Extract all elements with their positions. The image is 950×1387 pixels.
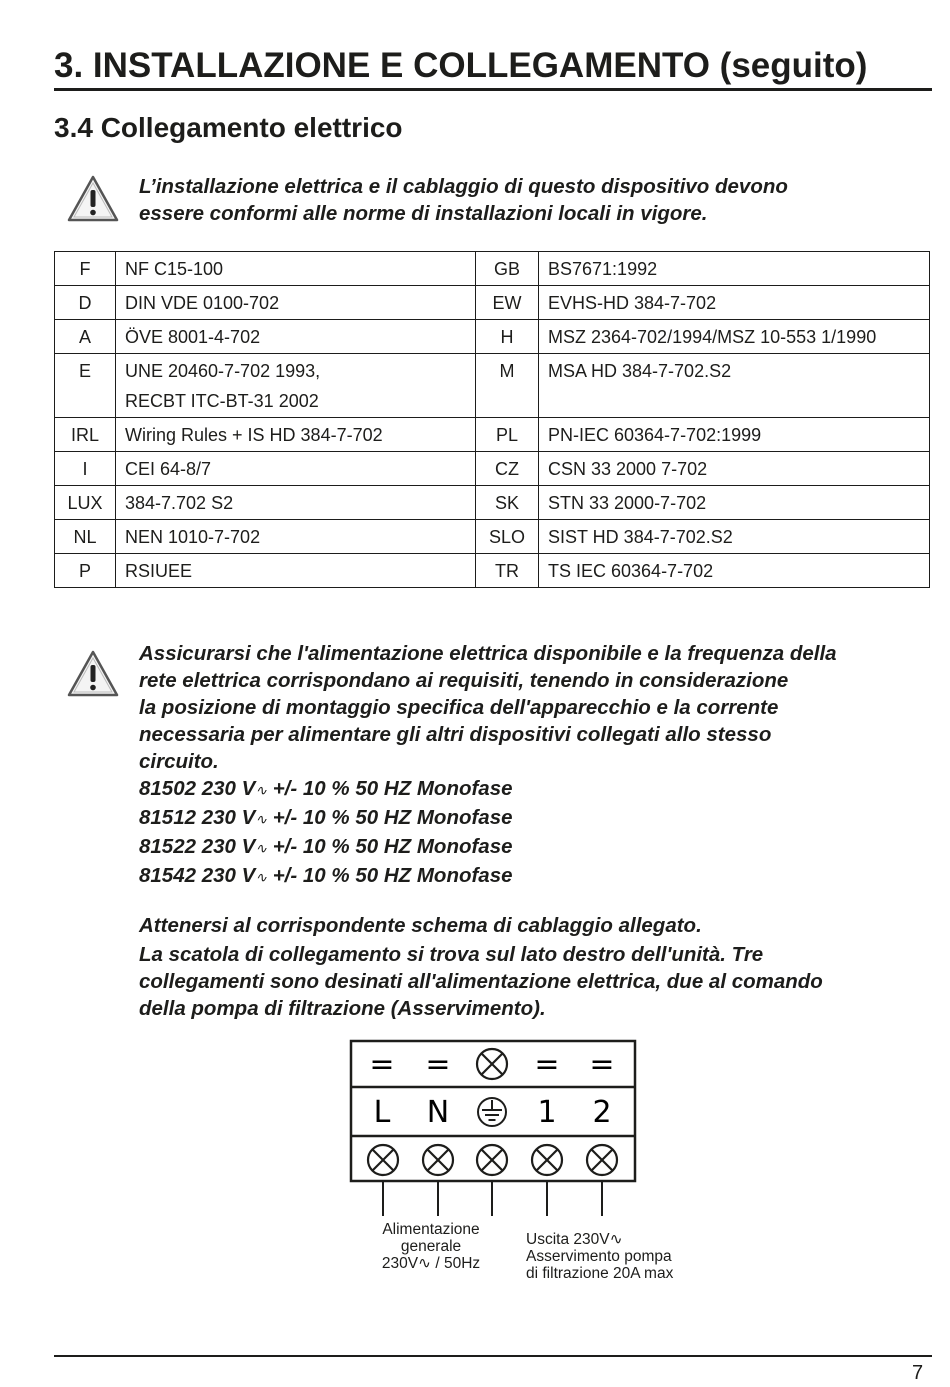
terminal-screw-icon (587, 1145, 617, 1175)
terminal-top-symbol: = (589, 1047, 615, 1082)
section-title: 3.4 Collegamento elettrico (54, 112, 403, 143)
caption-pump-output: Uscita 230V∿ Asservimento pompa di filtrazione 20A max (526, 1231, 674, 1282)
terminal-label: 2 (592, 1095, 612, 1130)
footer-divider (54, 1355, 932, 1357)
warning-text-2: Assicurarsi che l'alimentazione elettrica disponibile e la frequenza della rete elettrica corrispondano ai requisiti, tenendo in considerazione la posizione di montaggio specifica dell'apparecchio e la corrente necessaria per alimentare gli altri dispositivi collegati allo stesso circuito. 81502 230 V∿ +/- 10 % 50 HZ Monofase 81512 230 V∿ +/- 10 % 50 HZ Monofase 81522 230 V∿ +/- 10 % 50 HZ Monofase 81542 230 V∿ +/- 10 % 50 HZ Monofase (139, 640, 929, 891)
terminal-screw-icon (423, 1145, 453, 1175)
caption-power-supply: Alimentazione generale 230V∿ / 50Hz (381, 1221, 481, 1272)
page-number: 7 (912, 1362, 924, 1384)
ground-icon (478, 1098, 506, 1126)
table-row: A ÖVE 8001-4-702 H MSZ 2364-702/1994/MSZ 10-553 1/1990 (55, 320, 930, 354)
terminal-screw-icon (368, 1145, 398, 1175)
model-line: 81522 230 V∿ +/- 10 % 50 HZ Monofase (139, 835, 513, 858)
table-row: NL NEN 1010-7-702 SLO SIST HD 384-7-702.S2 (55, 520, 930, 554)
table-row: F NF C15-100 GB BS7671:1992 (55, 252, 930, 286)
title-divider (54, 88, 932, 91)
table-row: P RSIUEE TR TS IEC 60364-7-702 (55, 554, 930, 588)
table-row: LUX 384-7.702 S2 SK STN 33 2000-7-702 (55, 486, 930, 520)
terminal-top-symbol: = (369, 1047, 395, 1082)
model-line: 81512 230 V∿ +/- 10 % 50 HZ Monofase (139, 806, 513, 829)
instructions-text: Attenersi al corrispondente schema di cablaggio allegato. La scatola di collegamento si trova sul lato destro dell'unità. Tre collegamenti sono desinati all'alimentazione elettrica, due al comando della pompa di filtrazione (Asservimento). (139, 914, 823, 1020)
terminal-top-symbol: = (425, 1047, 451, 1082)
terminal-label: L (373, 1095, 391, 1130)
model-line: 81502 230 V∿ +/- 10 % 50 HZ Monofase (139, 777, 513, 800)
terminal-label: 1 (537, 1095, 557, 1130)
terminal-screw-icon (477, 1145, 507, 1175)
terminal-top-symbol: = (534, 1047, 560, 1082)
terminal-block-diagram (340, 1032, 650, 1222)
terminal-screw-icon (532, 1145, 562, 1175)
warning-triangle-icon (66, 649, 120, 699)
terminal-label: N (426, 1095, 450, 1130)
table-row: I CEI 64-8/7 CZ CSN 33 2000 7-702 (55, 452, 930, 486)
table-row: D DIN VDE 0100-702 EW EVHS-HD 384-7-702 (55, 286, 930, 320)
table-row: IRL Wiring Rules + IS HD 384-7-702 PL PN-IEC 60364-7-702:1999 (55, 418, 930, 452)
warning-triangle-icon (66, 174, 120, 224)
wire-leads (383, 1182, 602, 1216)
model-line: 81542 230 V∿ +/- 10 % 50 HZ Monofase (139, 864, 513, 887)
page-title: 3. INSTALLAZIONE E COLLEGAMENTO (seguito) (54, 46, 868, 85)
warning-text-1: L’installazione elettrica e il cablaggio di questo dispositivo devono essere conformi alle norme di installazioni locali in vigore. (139, 175, 788, 225)
norms-table (54, 251, 930, 588)
terminal-screw-icon (477, 1049, 507, 1079)
table-row: E UNE 20460-7-702 1993, RECBT ITC-BT-31 2002 M MSA HD 384-7-702.S2 (55, 354, 930, 418)
